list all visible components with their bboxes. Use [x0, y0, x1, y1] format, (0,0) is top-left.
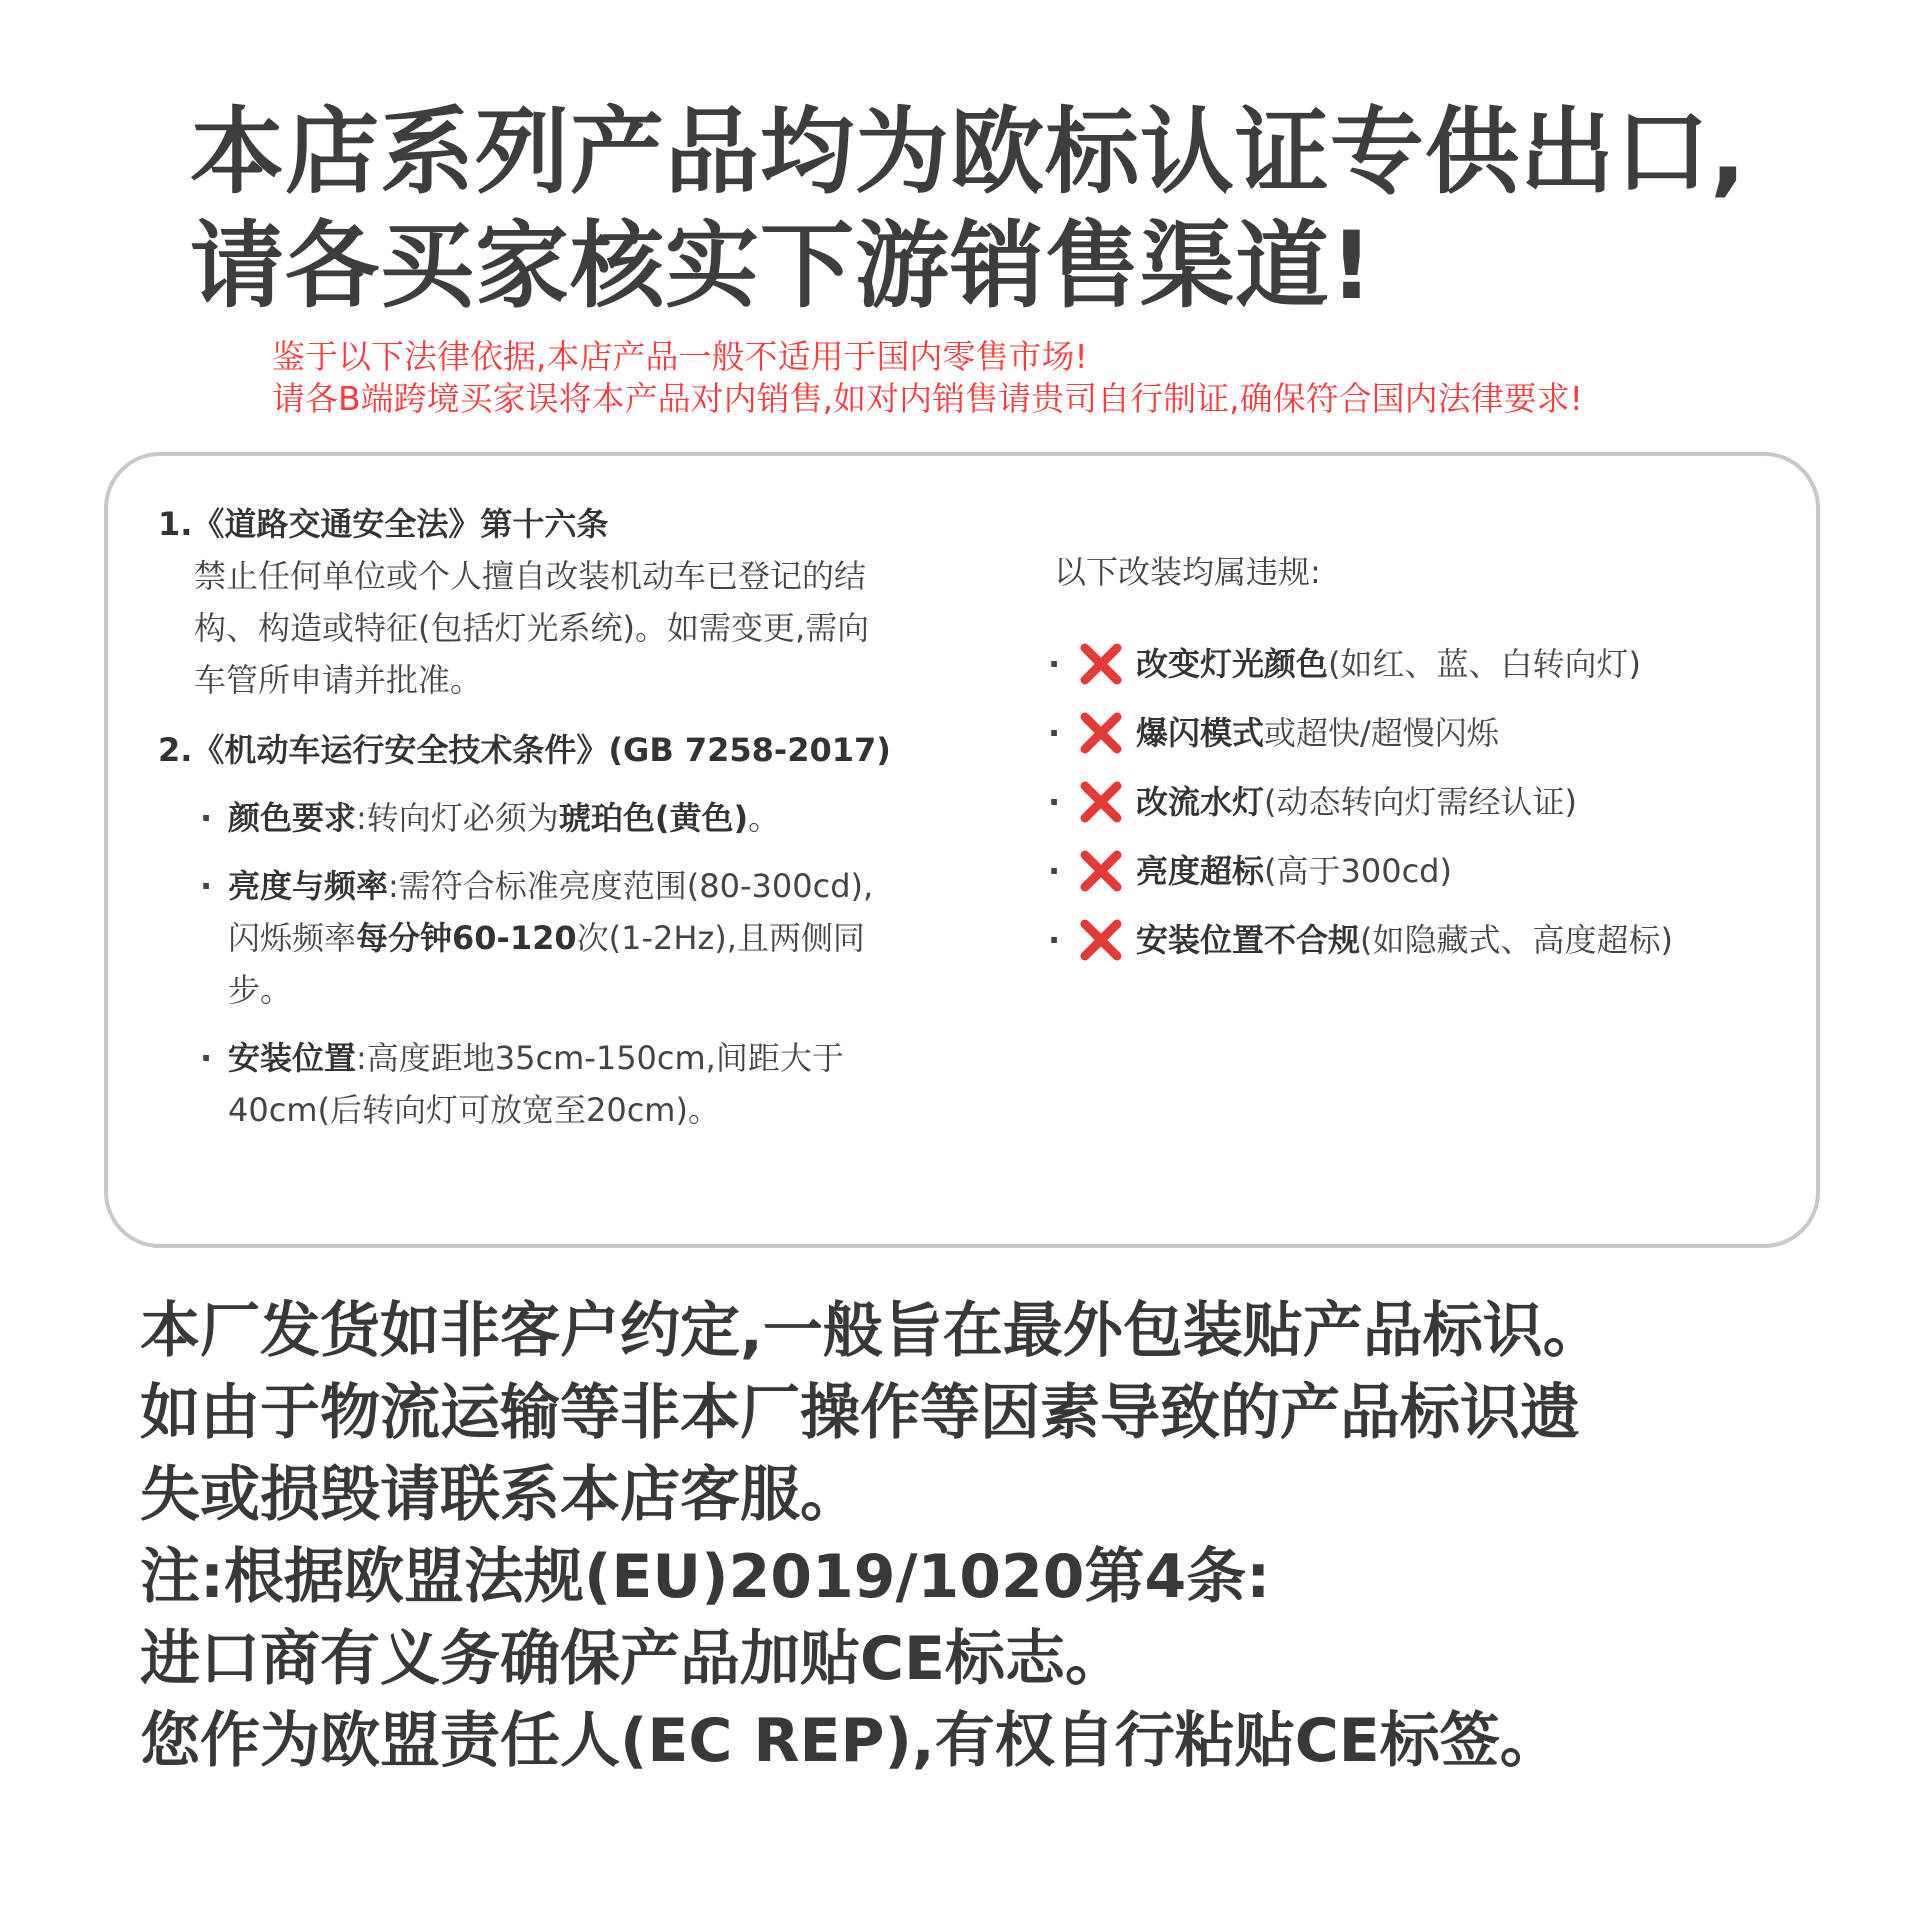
violation-intro: 以下改装均属违规:: [1054, 553, 1321, 591]
x-mark-icon: [1078, 848, 1124, 894]
requirement-text: 转向灯必须为: [366, 799, 559, 837]
violation-detail: (高于300cd): [1264, 852, 1452, 890]
violation-item: · 改流水灯 (动态转向灯需经认证): [1048, 776, 1788, 828]
headline: [190, 96, 1890, 324]
notice-line: 注:根据欧盟法规(EU)2019/1020第4条:: [140, 1542, 1271, 1612]
violation-item: · 亮度超标 (高于300cd): [1048, 845, 1788, 897]
warning-line-1: 鉴于以下法律依据,本店产品一般不适用于国内零售市场!: [272, 337, 1088, 376]
requirement-emphasis: 每分钟60-120: [356, 919, 577, 957]
x-mark-icon: [1078, 710, 1124, 756]
violation-list: [1048, 638, 1788, 966]
violation-detail: 或超快/超慢闪烁: [1264, 714, 1499, 752]
requirement-emphasis: 琥珀色(黄色): [558, 799, 749, 837]
violation-name: 亮度超标: [1136, 852, 1265, 890]
notice-line: 如由于物流运输等非本厂操作等因素导致的产品标识遗: [140, 1378, 1580, 1448]
requirement-item: · 安装位置:高度距地35cm-150cm,间距大于40cm(后转向灯可放宽至20cm)。: [198, 1032, 898, 1136]
violation-name: 改流水灯: [1136, 783, 1265, 821]
headline-line-2: 请各买家核实下游销售渠道!: [190, 212, 1374, 321]
requirement-text: 高度距地35cm-150cm,间距大于40cm(后转向灯可放宽至20cm)。: [228, 1039, 844, 1129]
notice-line: 本厂发货如非客户约定,一般旨在最外包装贴产品标识。: [140, 1296, 1603, 1366]
violation-detail: (如红、蓝、白转向灯): [1328, 645, 1641, 683]
requirement-item: · 亮度与频率:需符合标准亮度范围(80-300cd),闪烁频率每分钟60-120次(1-2Hz),且两侧同步。: [198, 860, 898, 1016]
violation-item: · 爆闪模式 或超快/超慢闪烁: [1048, 707, 1788, 759]
violation-detail: (动态转向灯需经认证): [1264, 783, 1577, 821]
warning-line-2: 请各B端跨境买家误将本产品对内销售,如对内销售请贵司自行制证,确保符合国内法律要求!: [272, 379, 1583, 418]
notice-line: 进口商有义务确保产品加贴CE标志。: [140, 1624, 1126, 1694]
law-1-title: 1.《道路交通安全法》第十六条: [158, 505, 609, 543]
x-mark-icon: [1078, 779, 1124, 825]
law-2-title: 2.《机动车运行安全技术条件》(GB 7258-2017): [158, 731, 891, 769]
violation-list-section: [1048, 546, 1788, 983]
violation-item: · 改变灯光颜色 (如红、蓝、白转向灯): [1048, 638, 1788, 690]
legal-warning: [272, 336, 1892, 420]
regulation-panel: [104, 452, 1820, 1248]
requirement-item: · 颜色要求:转向灯必须为琥珀色(黄色)。: [198, 792, 898, 844]
law-2-requirements: [158, 792, 898, 1136]
violation-name: 改变灯光颜色: [1136, 645, 1329, 683]
requirement-label: 颜色要求: [228, 799, 357, 837]
x-mark-icon: [1078, 641, 1124, 687]
violation-name: 安装位置不合规: [1136, 921, 1361, 959]
violation-name: 爆闪模式: [1136, 714, 1265, 752]
violation-detail: (如隐藏式、高度超标): [1360, 921, 1673, 959]
requirement-label: 亮度与频率: [228, 867, 389, 905]
notice-line: 您作为欧盟责任人(EC REP),有权自行粘贴CE标签。: [140, 1706, 1560, 1776]
shipping-notice: [140, 1290, 1900, 1782]
requirement-label: 安装位置: [228, 1039, 357, 1077]
law-1-body: 禁止任何单位或个人擅自改装机动车已登记的结构、构造或特征(包括灯光系统)。如需变更,需向车管所申请并批准。: [194, 557, 870, 699]
violation-item: · 安装位置不合规 (如隐藏式、高度超标): [1048, 914, 1788, 966]
requirement-text: 需符合标准亮度范围(80-300cd),闪烁频率: [228, 867, 874, 957]
headline-line-1: 本店系列产品均为欧标认证专供出口,: [190, 98, 1747, 207]
x-mark-icon: [1078, 917, 1124, 963]
notice-line: 失或损毁请联系本店客服。: [140, 1460, 860, 1530]
law-references: [158, 498, 898, 1152]
